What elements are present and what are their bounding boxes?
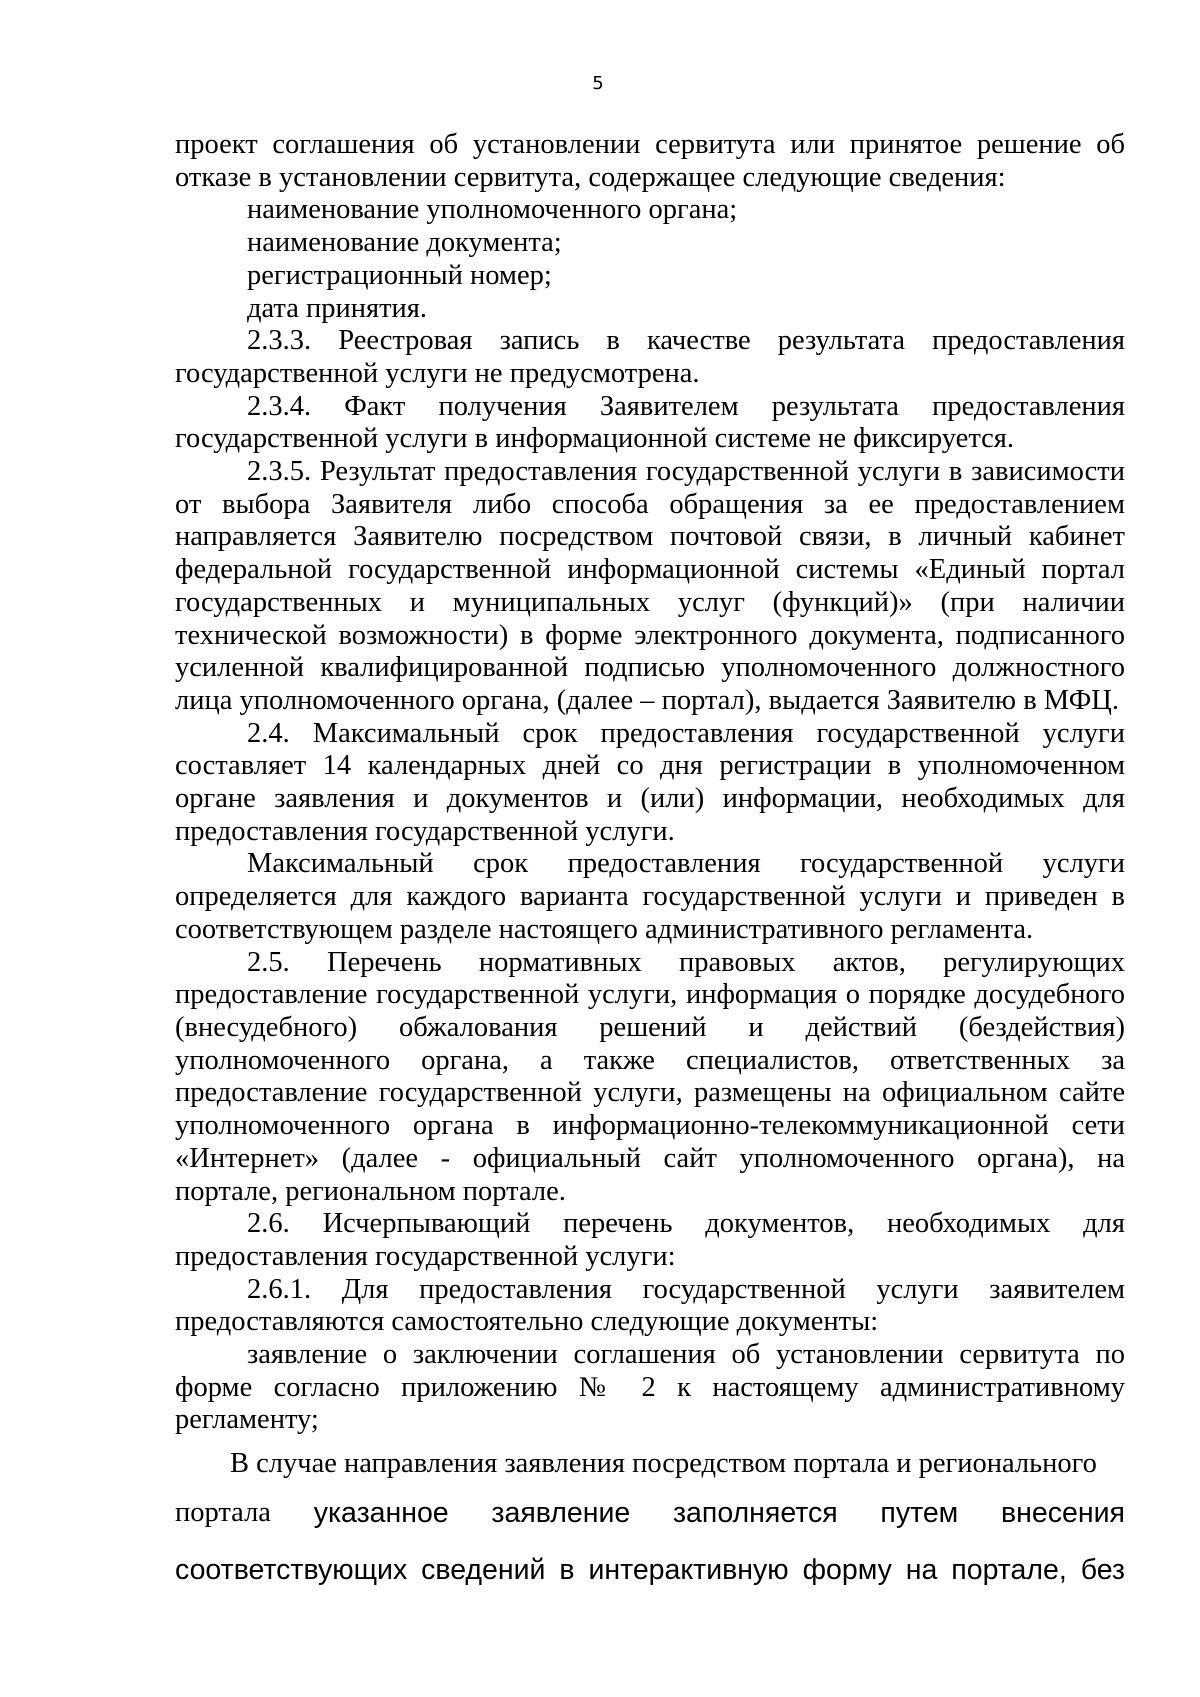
word: путем xyxy=(880,1496,959,1529)
list-item: регистрационный номер; xyxy=(247,259,552,291)
paragraph: 2.3.3. Реестровая запись в качестве результата предоставления государственной услуги не предусмотрена. xyxy=(175,325,1125,389)
word: на xyxy=(905,1553,938,1586)
word: в xyxy=(559,1553,575,1586)
closing-line-sans-2 xyxy=(175,1552,1125,1588)
word: форму xyxy=(802,1553,892,1586)
list-item: наименование документа; xyxy=(247,227,562,259)
word: сведений xyxy=(421,1553,546,1586)
closing-paragraph-start: В случае направления заявления посредством портала и регионального xyxy=(230,1448,1097,1480)
paragraph: проект соглашения об установлении сервитута или принятое решение об отказе в установлении сервитута, содержащее следующие сведения: xyxy=(175,129,1125,193)
paragraph: заявление о заключении соглашения об установлении сервитута по форме согласно приложению № 2 к настоящему административному регламенту; xyxy=(175,1339,1125,1436)
word: соответствующих xyxy=(175,1553,408,1586)
closing-line-sans-1 xyxy=(175,1495,1125,1531)
list-item: дата принятия. xyxy=(247,292,428,324)
paragraph: 2.5. Перечень нормативных правовых актов, регулирующих предоставление государственной услуги, информация о порядке досудебного (внесудебного) обжалования решений и действий (бездействия) уполномоченного органа, а также специалистов, ответственных за предоставление государственной услуги, размещены на официальном сайте уполномоченного органа в информационно-телекоммуникационной сети «Интернет» (далее - официальный сайт уполномоченного органа), на портале, региональном портале. xyxy=(175,946,1125,1207)
word: портала xyxy=(175,1496,271,1528)
paragraph-list xyxy=(175,129,1125,1437)
word: заявление xyxy=(491,1496,631,1529)
word: портале, xyxy=(951,1553,1067,1586)
word: указанное xyxy=(313,1496,449,1529)
list-item: наименование уполномоченного органа; xyxy=(247,194,738,226)
page-number: 5 xyxy=(592,73,604,94)
paragraph: 2.3.5. Результат предоставления государственной услуги в зависимости от выбора Заявителя либо способа обращения за ее предоставлением направляется Заявителю посредством почтовой связи, в личный кабинет федеральной государственной информационной системы «Единый портал государственных и муниципальных услуг (функций)» (при наличии технической возможности) в форме электронного документа, подписанного усиленной квалифицированной подписью уполномоченного должностного лица уполномоченного органа, (далее – портал), выдается Заявителю в МФЦ. xyxy=(175,456,1125,716)
document-body xyxy=(175,129,1125,1588)
paragraph: 2.3.4. Факт получения Заявителем результата предоставления государственной услуги в информационной системе не фиксируется. xyxy=(175,390,1125,455)
paragraph: 2.4. Максимальный срок предоставления государственной услуги составляет 14 календарных дней со дня регистрации в уполномоченном органе заявления и документов и (или) информации, необходимых для предоставления государственной услуги. xyxy=(175,717,1125,847)
word: без xyxy=(1080,1553,1125,1586)
word: заполняется xyxy=(672,1496,838,1529)
word: интерактивную xyxy=(588,1553,789,1586)
word: внесения xyxy=(1001,1496,1125,1529)
paragraph: 2.6. Исчерпывающий перечень документов, необходимых для предоставления государственной услуги: xyxy=(175,1208,1125,1272)
paragraph: 2.6.1. Для предоставления государственной услуги заявителем предоставляются самостоятельно следующие документы: xyxy=(175,1273,1125,1338)
paragraph: Максимальный срок предоставления государственной услуги определяется для каждого варианта государственной услуги и приведен в соответствующем разделе настоящего административного регламента. xyxy=(175,848,1125,945)
